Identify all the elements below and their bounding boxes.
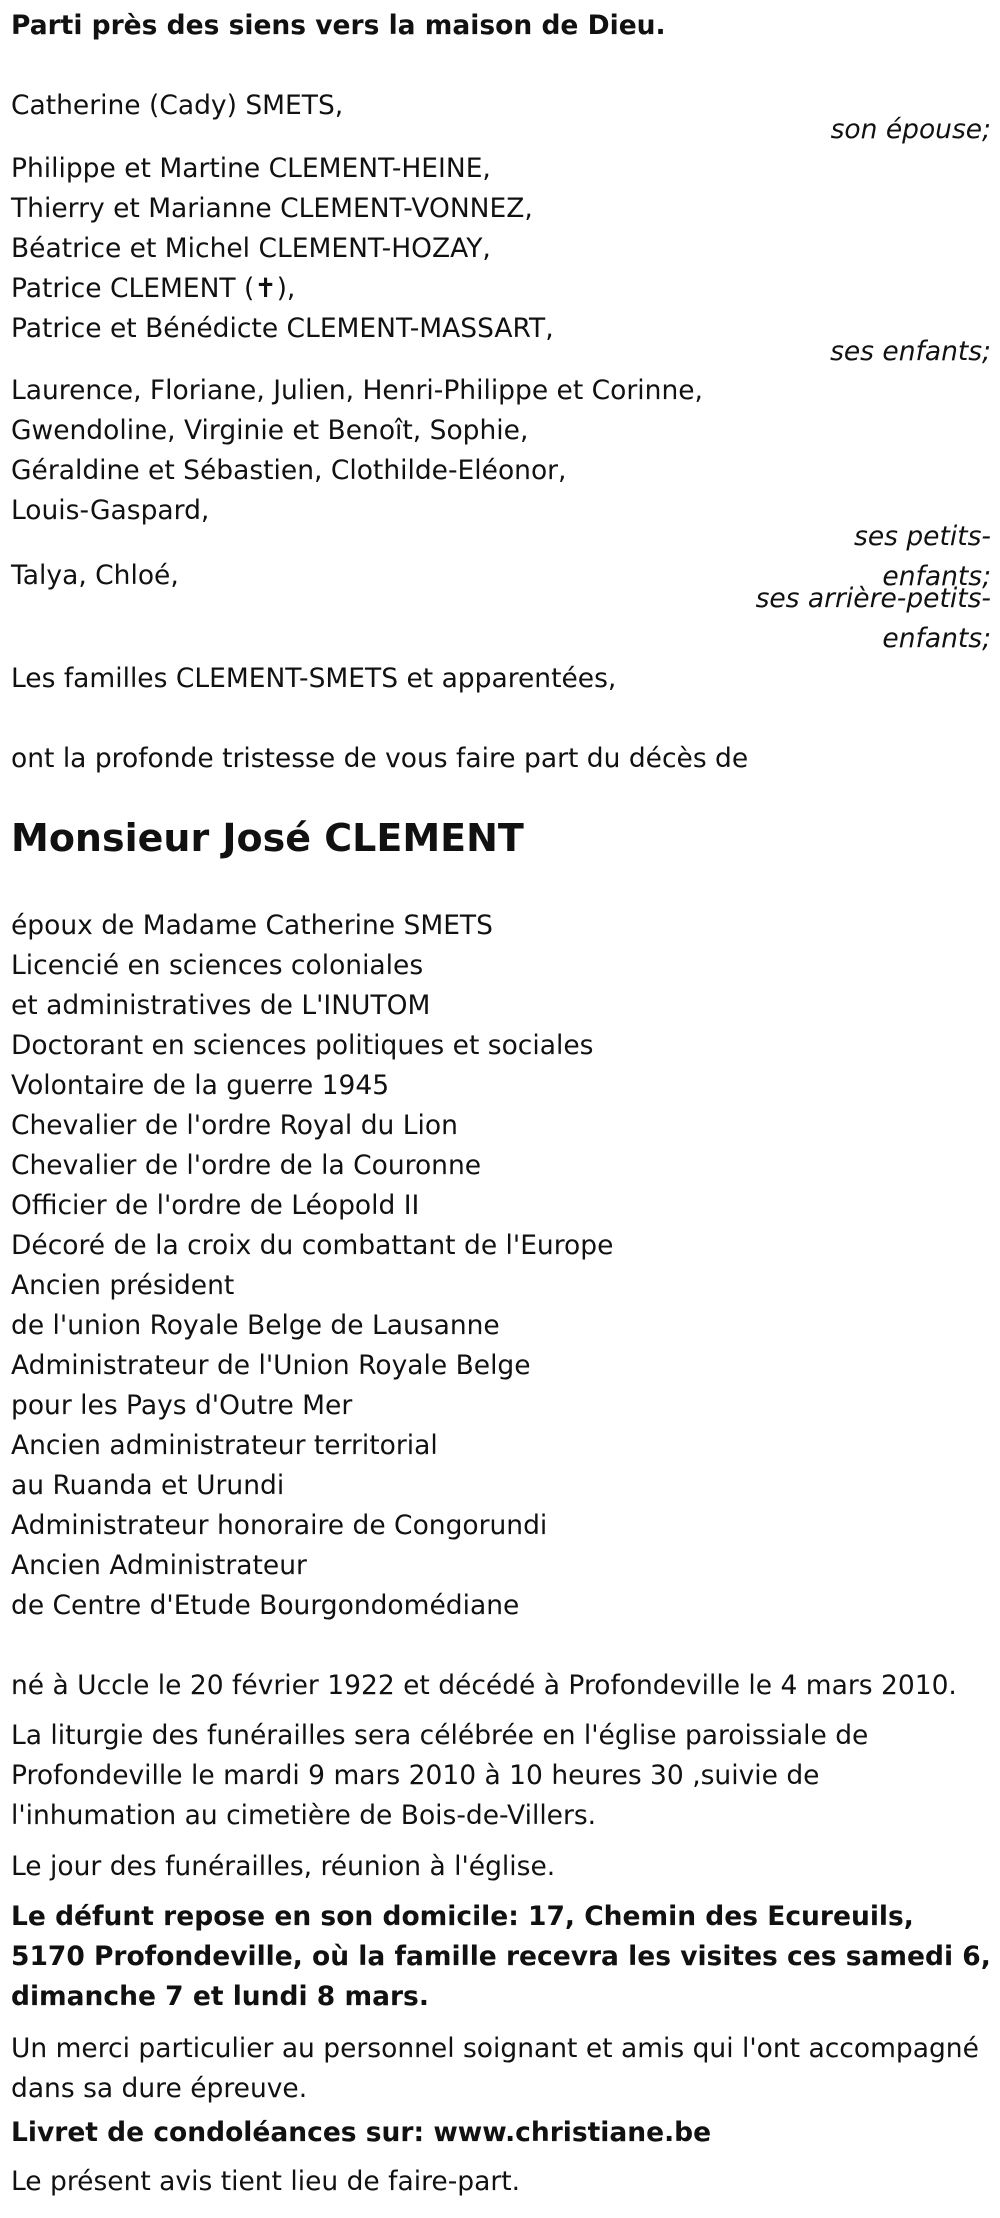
- title-line: Officier de l'ordre de Léopold II: [11, 1190, 420, 1221]
- grandchildren-line: Louis-Gaspard,: [11, 495, 210, 526]
- title-line: de Centre d'Etude Bourgondomédiane: [11, 1590, 520, 1621]
- great-grandchildren-names: Talya, Chloé,: [11, 560, 179, 591]
- title-line: et administratives de L'INUTOM: [11, 990, 431, 1021]
- visitation-paragraph: Le défunt repose en son domicile: 17, Chemin des Ecureuils, 5170 Profondeville, où la famille recevra les visites ces samedi 6, dimanche 7 et lundi 8 mars.: [11, 1901, 991, 2012]
- title-line: Doctorant en sciences politiques et sociales: [11, 1030, 594, 1061]
- title-line: Chevalier de l'ordre Royal du Lion: [11, 1110, 458, 1141]
- notice-line: Le présent avis tient lieu de faire-part.: [11, 2166, 521, 2197]
- opening-heading: Parti près des siens vers la maison de Dieu.: [11, 10, 666, 41]
- title-line: Licencié en sciences coloniales: [11, 950, 424, 981]
- title-line: pour les Pays d'Outre Mer: [11, 1390, 353, 1421]
- grandchildren-line: Laurence, Floriane, Julien, Henri-Philippe et Corinne,: [11, 375, 703, 406]
- spouse-section: [11, 86, 991, 145]
- children-line: Patrice et Bénédicte CLEMENT-MASSART,: [11, 313, 554, 344]
- title-line: Ancien Administrateur: [11, 1550, 307, 1581]
- title-line: Décoré de la croix du combattant de l'Europe: [11, 1230, 614, 1261]
- title-line: époux de Madame Catherine SMETS: [11, 910, 493, 941]
- thanks-paragraph: Un merci particulier au personnel soignant et amis qui l'ont accompagné dans sa dure épreuve.: [11, 2033, 979, 2104]
- title-line: Chevalier de l'ordre de la Couronne: [11, 1150, 482, 1181]
- children-role: ses enfants;: [830, 336, 991, 367]
- announcement-line: ont la profonde tristesse de vous faire part du décès de: [11, 743, 749, 774]
- children-line: Patrice CLEMENT (✝),: [11, 273, 296, 304]
- birth-death-line: né à Uccle le 20 février 1922 et décédé à Profondeville le 4 mars 2010.: [11, 1670, 957, 1701]
- reunion-line: Le jour des funérailles, réunion à l'église.: [11, 1851, 556, 1882]
- title-line: de l'union Royale Belge de Lausanne: [11, 1310, 500, 1341]
- families-line: Les familles CLEMENT-SMETS et apparentées,: [11, 663, 617, 694]
- spouse-name: Catherine (Cady) SMETS,: [11, 90, 344, 121]
- children-section: [11, 149, 991, 367]
- title-line: Ancien président: [11, 1270, 235, 1301]
- liturgy-paragraph: La liturgie des funérailles sera célébrée en l'église paroissiale de Profondeville le mardi 9 mars 2010 à 10 heures 30 ,suivie de l'inhumation au cimetière de Bois-de-Villers.: [11, 1720, 869, 1831]
- children-line: Philippe et Martine CLEMENT-HEINE,: [11, 153, 491, 184]
- grandchildren-line: Géraldine et Sébastien, Clothilde-Eléonor,: [11, 455, 567, 486]
- title-line: Administrateur honoraire de Congorundi: [11, 1510, 548, 1541]
- grandchildren-line: Gwendoline, Virginie et Benoît, Sophie,: [11, 415, 529, 446]
- great-grandchildren-role: ses arrière-petits-enfants;: [755, 583, 991, 654]
- children-line: Béatrice et Michel CLEMENT-HOZAY,: [11, 233, 491, 264]
- titles-list: [11, 906, 991, 1626]
- grandchildren-role: ses petits-enfants;: [854, 521, 991, 592]
- children-line: Thierry et Marianne CLEMENT-VONNEZ,: [11, 193, 533, 224]
- title-line: Ancien administrateur territorial: [11, 1430, 438, 1461]
- great-grandchildren-section: [11, 556, 991, 654]
- condolences-line: Livret de condoléances sur: www.christiane.be: [11, 2117, 712, 2148]
- deceased-name: Monsieur José CLEMENT: [11, 816, 524, 860]
- title-line: Volontaire de la guerre 1945: [11, 1070, 390, 1101]
- title-line: au Ruanda et Urundi: [11, 1470, 285, 1501]
- title-line: Administrateur de l'Union Royale Belge: [11, 1350, 531, 1381]
- spouse-role: son épouse;: [830, 114, 991, 145]
